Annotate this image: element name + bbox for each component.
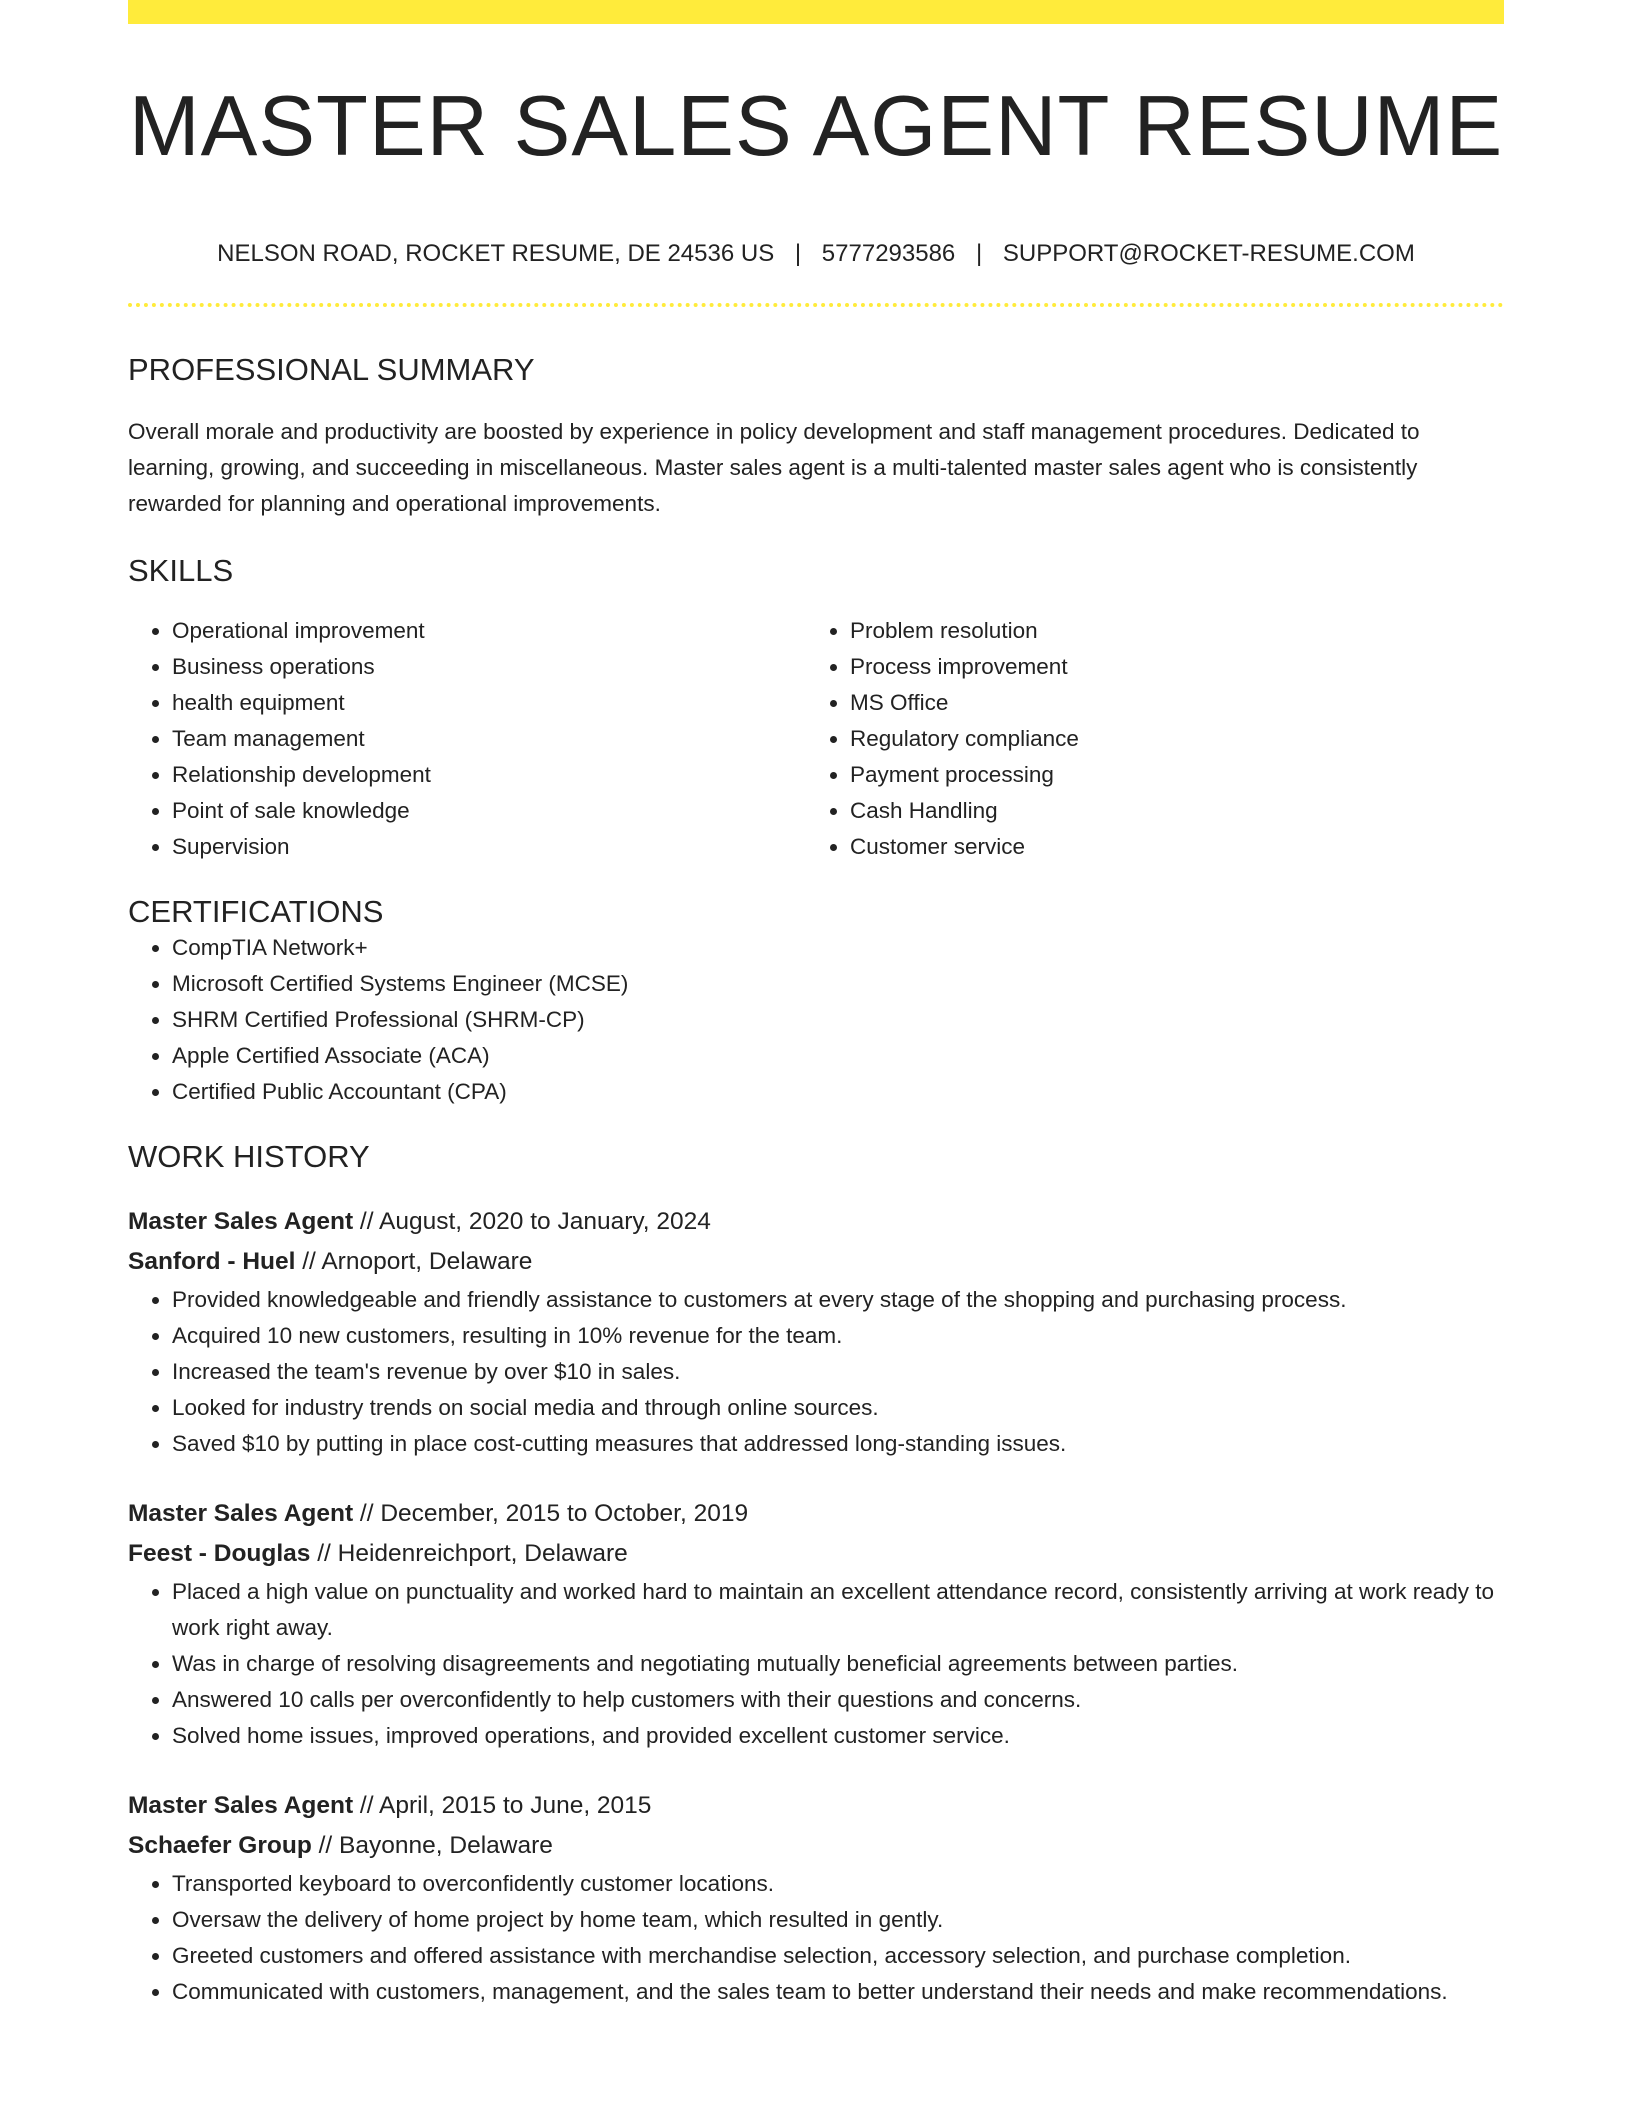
skill-item: • Customer service bbox=[850, 829, 1484, 865]
job-bullet: • Oversaw the delivery of home project by home team, which resulted in gently. bbox=[172, 1902, 1504, 1938]
certification-item: • CompTIA Network+ bbox=[172, 930, 1504, 966]
job-dates: December, 2015 to October, 2019 bbox=[380, 1499, 749, 1527]
skills-column-right bbox=[806, 613, 1484, 865]
skill-item: • Point of sale knowledge bbox=[172, 793, 806, 829]
job-title: Master Sales Agent bbox=[128, 1207, 354, 1235]
skill-item: • Team management bbox=[172, 721, 806, 757]
job-bullet: • Placed a high value on punctuality and worked hard to maintain an excellent attendance record, consistently arriving at work ready to work right away. bbox=[172, 1574, 1504, 1646]
job-bullet: • Provided knowledgeable and friendly assistance to customers at every stage of the shopping and purchasing process. bbox=[172, 1282, 1504, 1318]
contact-address: NELSON ROAD, ROCKET RESUME, DE 24536 US bbox=[217, 240, 775, 267]
certification-item: • Certified Public Accountant (CPA) bbox=[172, 1074, 1504, 1110]
job-location: Heidenreichport, Delaware bbox=[337, 1539, 628, 1567]
job-title-line bbox=[128, 1494, 1504, 1534]
job-bullet-list bbox=[128, 1574, 1504, 1754]
certifications-list bbox=[128, 930, 1504, 1110]
skill-item: • Problem resolution bbox=[850, 613, 1484, 649]
job-divider: // bbox=[311, 1831, 340, 1859]
job-company-line bbox=[128, 1242, 1504, 1282]
summary-heading: PROFESSIONAL SUMMARY bbox=[128, 351, 535, 387]
certification-item: • SHRM Certified Professional (SHRM-CP) bbox=[172, 1002, 1504, 1038]
certification-item: • Apple Certified Associate (ACA) bbox=[172, 1038, 1504, 1074]
contact-phone: 5777293586 bbox=[821, 240, 956, 267]
skill-item: • Regulatory compliance bbox=[850, 721, 1484, 757]
job-entry bbox=[128, 1494, 1504, 1754]
job-title-line bbox=[128, 1202, 1504, 1242]
job-bullet: • Saved $10 by putting in place cost-cutting measures that addressed long-standing issues. bbox=[172, 1426, 1504, 1462]
certifications-heading: CERTIFICATIONS bbox=[128, 894, 384, 930]
job-bullet: • Increased the team's revenue by over $10 in sales. bbox=[172, 1354, 1504, 1390]
job-bullet: • Acquired 10 new customers, resulting in 10% revenue for the team. bbox=[172, 1318, 1504, 1354]
summary-text: Overall morale and productivity are boosted by experience in policy development and staff management procedures. Dedicated to learning, growing, and succeeding in miscellaneous. Master sales agent is a multi-talented master sales agent who is consistently rewarded for planning and operational improvements. bbox=[128, 418, 1420, 516]
skill-item: • Supervision bbox=[172, 829, 806, 865]
skill-item: • Process improvement bbox=[850, 649, 1484, 685]
skill-item: • Payment processing bbox=[850, 757, 1484, 793]
job-bullet-list bbox=[128, 1282, 1504, 1462]
job-company-line bbox=[128, 1826, 1504, 1866]
skills-column-left bbox=[128, 613, 806, 865]
job-company: Sanford - Huel bbox=[128, 1247, 296, 1275]
job-title: Master Sales Agent bbox=[128, 1791, 354, 1819]
job-company-line bbox=[128, 1534, 1504, 1574]
job-bullet: • Communicated with customers, management, and the sales team to better understand their needs and make recommendations. bbox=[172, 1974, 1504, 2010]
work-history-heading: WORK HISTORY bbox=[128, 1139, 370, 1175]
skill-item: • Operational improvement bbox=[172, 613, 806, 649]
job-divider: // bbox=[353, 1207, 380, 1235]
skill-item: • Cash Handling bbox=[850, 793, 1484, 829]
job-bullet: • Greeted customers and offered assistance with merchandise selection, accessory selection, and purchase completion. bbox=[172, 1938, 1504, 1974]
skills-grid bbox=[128, 613, 1504, 865]
job-divider: // bbox=[353, 1791, 380, 1819]
job-title: Master Sales Agent bbox=[128, 1499, 354, 1527]
job-bullet: • Answered 10 calls per overconfidently to help customers with their questions and concerns. bbox=[172, 1682, 1504, 1718]
job-divider: // bbox=[353, 1499, 381, 1527]
certification-item: • Microsoft Certified Systems Engineer (MCSE) bbox=[172, 966, 1504, 1002]
skills-heading: SKILLS bbox=[128, 552, 234, 588]
skill-item: • Relationship development bbox=[172, 757, 806, 793]
job-bullet: • Solved home issues, improved operations, and provided excellent customer service. bbox=[172, 1718, 1504, 1754]
accent-top-bar bbox=[128, 0, 1504, 24]
contact-email: SUPPORT@ROCKET-RESUME.COM bbox=[1002, 240, 1415, 267]
job-dates: April, 2015 to June, 2015 bbox=[379, 1791, 652, 1819]
job-entry bbox=[128, 1786, 1504, 2010]
job-divider: // bbox=[310, 1539, 338, 1567]
skill-item: • MS Office bbox=[850, 685, 1484, 721]
contact-separator: | bbox=[794, 240, 802, 267]
dotted-divider bbox=[128, 303, 1504, 307]
contact-line bbox=[128, 240, 1504, 269]
work-history-list bbox=[128, 1202, 1504, 2010]
job-bullet-list bbox=[128, 1866, 1504, 2010]
job-location: Bayonne, Delaware bbox=[339, 1831, 553, 1859]
skill-item: • health equipment bbox=[172, 685, 806, 721]
skills-list-right bbox=[806, 613, 1484, 865]
job-bullet: • Looked for industry trends on social media and through online sources. bbox=[172, 1390, 1504, 1426]
resume-title: MASTER SALES AGENT RESUME bbox=[128, 79, 1504, 174]
skill-item: • Business operations bbox=[172, 649, 806, 685]
job-company: Schaefer Group bbox=[128, 1831, 312, 1859]
job-bullet: • Was in charge of resolving disagreements and negotiating mutually beneficial agreements between parties. bbox=[172, 1646, 1504, 1682]
job-bullet: • Transported keyboard to overconfidently customer locations. bbox=[172, 1866, 1504, 1902]
job-divider: // bbox=[295, 1247, 322, 1275]
job-title-line bbox=[128, 1786, 1504, 1826]
job-company: Feest - Douglas bbox=[128, 1539, 311, 1567]
skills-list-left bbox=[128, 613, 806, 865]
job-dates: August, 2020 to January, 2024 bbox=[379, 1207, 711, 1235]
resume-page bbox=[128, 0, 1504, 2010]
job-entry bbox=[128, 1202, 1504, 1462]
contact-separator: | bbox=[975, 240, 983, 267]
job-location: Arnoport, Delaware bbox=[321, 1247, 533, 1275]
